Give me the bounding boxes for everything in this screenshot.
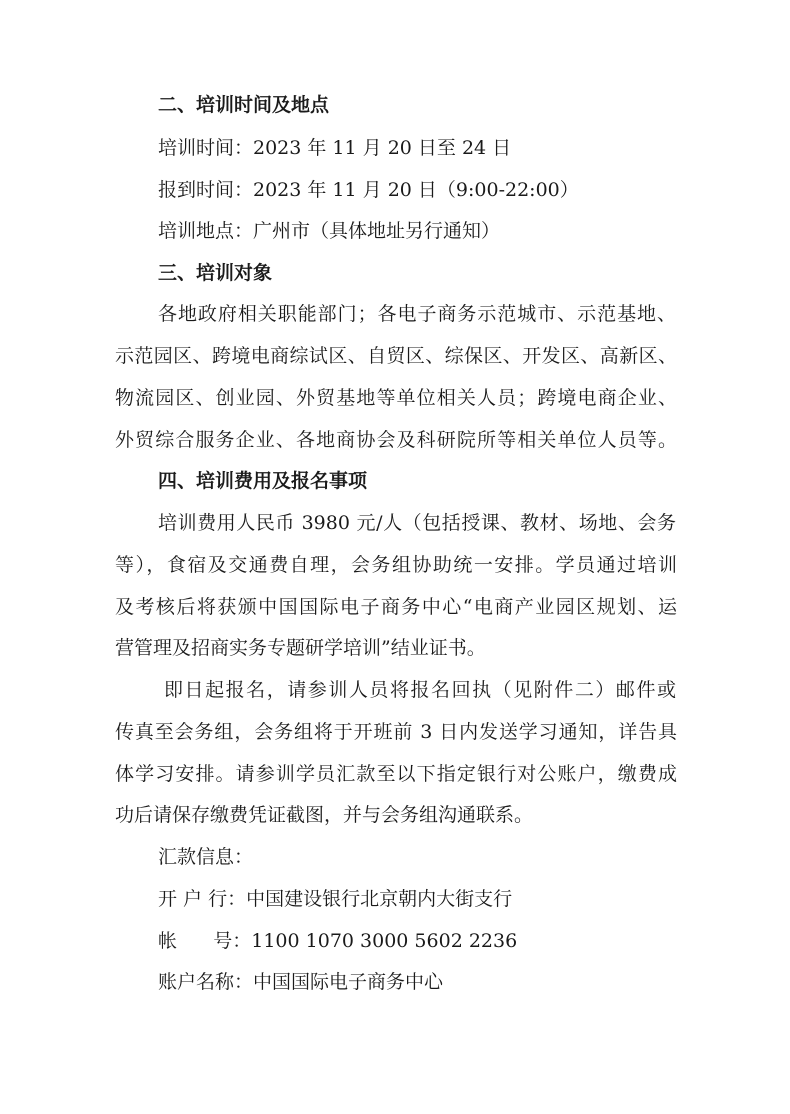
account-name-value: 中国国际电子商务中心 bbox=[253, 971, 444, 993]
targets-line-3: 物流园区、创业园、外贸基地等单位相关人员；跨境电商企业、 bbox=[115, 387, 677, 409]
fees-para-line-1: 培训费用人民币 3980 元/人（包括授课、教材、场地、会务 bbox=[158, 512, 676, 534]
bank-label: 开 户 行： bbox=[158, 888, 247, 910]
registration-para-line-4: 功后请保存缴费凭证截图，并与会务组沟通联系。 bbox=[115, 804, 534, 826]
section-heading-training-time-location: 二、培训时间及地点 bbox=[158, 94, 330, 116]
fees-para-line-3: 及考核后将获颁中国国际电子商务中心“电商产业园区规划、运 bbox=[115, 596, 677, 618]
registration-para-line-3: 体学习安排。请参训学员汇款至以下指定银行对公账户，缴费成 bbox=[115, 763, 677, 785]
account-label: 帐 号： bbox=[158, 930, 252, 952]
targets-line-2: 示范园区、跨境电商综试区、自贸区、综保区、开发区、高新区、 bbox=[115, 345, 677, 367]
section-heading-fees-registration: 四、培训费用及报名事项 bbox=[158, 470, 368, 492]
training-location-line: 培训地点：广州市（具体地址另行通知） bbox=[158, 220, 501, 242]
fees-para-line-2: 等），食宿及交通费自理，会务组协助统一安排。学员通过培训 bbox=[115, 554, 677, 576]
registration-para-line-2: 传真至会务组，会务组将于开班前 3 日内发送学习通知，详告具 bbox=[115, 721, 677, 743]
bank-row bbox=[158, 884, 512, 914]
account-row bbox=[158, 926, 517, 956]
account-name-row bbox=[158, 967, 443, 997]
fees-para-line-4: 营管理及招商实务专题研学培训”结业证书。 bbox=[115, 637, 486, 659]
checkin-time-line: 报到时间：2023 年 11 月 20 日（9:00-22:00） bbox=[158, 179, 579, 201]
account-name-label: 账户名称： bbox=[158, 971, 254, 993]
training-time-line: 培训时间：2023 年 11 月 20 日至 24 日 bbox=[158, 137, 512, 159]
targets-line-1: 各地政府相关职能部门；各电子商务示范城市、示范基地、 bbox=[158, 303, 676, 325]
registration-para-line-1: 即日起报名，请参训人员将报名回执（见附件二）邮件或 bbox=[164, 679, 676, 701]
targets-line-4: 外贸综合服务企业、各地商协会及科研院所等相关单位人员等。 bbox=[115, 429, 677, 451]
remittance-title: 汇款信息： bbox=[158, 846, 254, 868]
section-heading-training-targets: 三、培训对象 bbox=[158, 262, 273, 284]
account-value: 1100 1070 3000 5602 2236 bbox=[251, 930, 518, 952]
bank-value: 中国建设银行北京朝内大街支行 bbox=[246, 888, 513, 910]
